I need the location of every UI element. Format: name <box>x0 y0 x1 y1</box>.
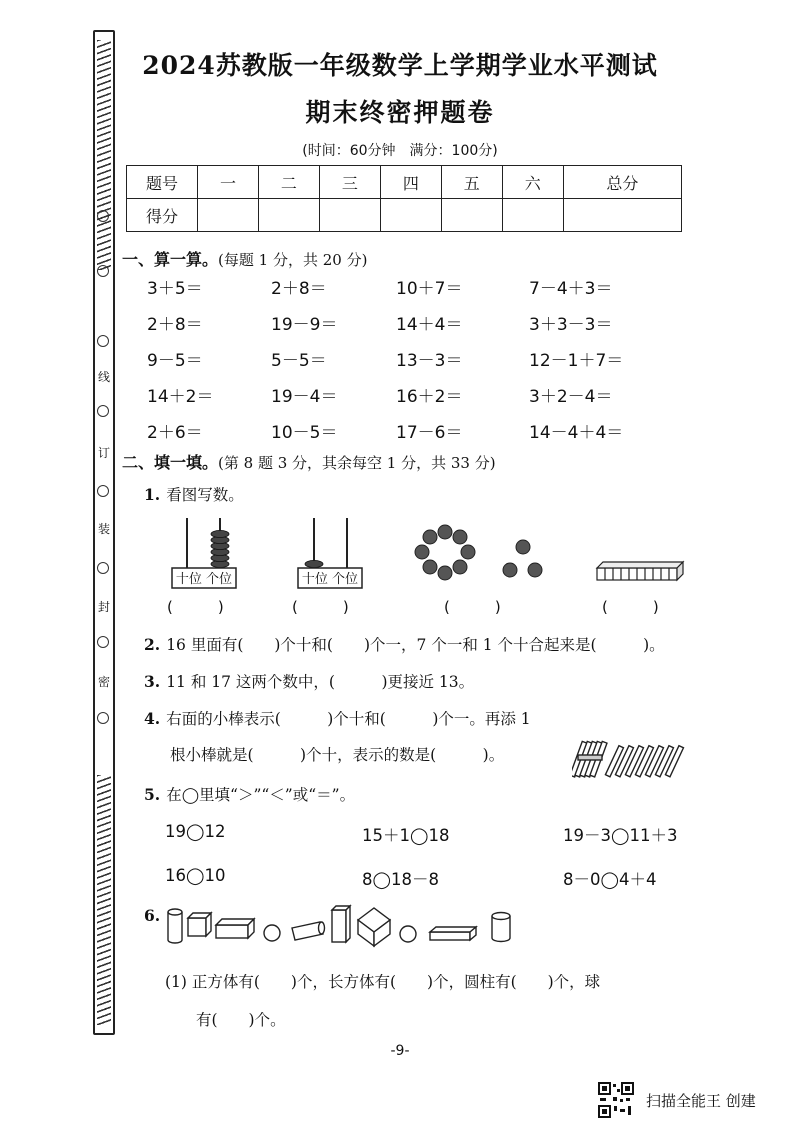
q1-number: 1. <box>144 485 161 504</box>
equation-item[interactable]: 19－4＝ <box>271 387 338 407</box>
score-header-cell: 四 <box>380 166 441 199</box>
q6-sub1-line1: (1) 正方体有( )个，长方体有( )个，圆柱有( )个，球 <box>165 973 601 991</box>
equation-item[interactable]: 14－4＋4＝ <box>529 423 624 443</box>
q3 <box>144 670 474 692</box>
equation-item[interactable]: 12－1＋7＝ <box>529 351 624 371</box>
compare-item[interactable]: 8◯18－8 <box>362 870 439 889</box>
time-info: (时间：60分钟 满分：100分) <box>302 143 498 159</box>
q5 <box>144 783 355 805</box>
score-header-cell: 一 <box>198 166 259 199</box>
equation-item[interactable]: 13－3＝ <box>396 351 463 371</box>
section1-note: (每题 1 分，共 20 分) <box>218 251 368 269</box>
q4 <box>144 707 531 729</box>
sphere <box>264 925 280 941</box>
equation-item[interactable]: 2＋8＝ <box>271 279 327 299</box>
score-table-header-row <box>127 166 682 199</box>
single-sticks <box>605 746 683 777</box>
equation-item[interactable]: 7－4＋3＝ <box>529 279 613 299</box>
equation-item[interactable]: 9－5＝ <box>147 351 203 371</box>
q1 <box>144 483 244 505</box>
exam-title: 2024苏教版一年级数学上学期学业水平测试 <box>142 51 658 80</box>
cube <box>188 913 211 936</box>
binding-ring <box>97 712 109 724</box>
page-number: -9- <box>390 1043 410 1059</box>
binding-ring <box>97 335 109 347</box>
equation-item[interactable]: 16＋2＝ <box>396 387 463 407</box>
sphere <box>400 926 416 942</box>
score-header-cell: 六 <box>502 166 563 199</box>
q4-number: 4. <box>144 709 161 728</box>
compare-item[interactable]: 8－0◯4＋4 <box>563 870 657 889</box>
abacus-1-label: 十位 个位 <box>175 572 233 587</box>
q6-sub1-line2: 有( )个。 <box>196 1011 286 1029</box>
binding-char: 线 <box>97 370 110 384</box>
binding-ring <box>97 636 109 648</box>
compare-item[interactable]: 16◯10 <box>165 866 226 885</box>
q4-line2: 根小棒就是( )个十，表示的数是( )。 <box>170 746 505 764</box>
score-cell[interactable] <box>563 199 681 232</box>
score-cell[interactable] <box>441 199 502 232</box>
equation-item[interactable]: 14＋4＝ <box>396 315 463 335</box>
score-cell[interactable] <box>502 199 563 232</box>
section2-note: (第 8 题 3 分，其余每空 1 分，共 33 分) <box>218 454 496 472</box>
score-table-score-row <box>127 199 682 232</box>
q1-pictures <box>160 510 700 600</box>
q1-text: 看图写数。 <box>166 486 244 504</box>
score-cell[interactable] <box>258 199 319 232</box>
q6-number: 6. <box>144 906 161 925</box>
compare-item[interactable]: 15＋1◯18 <box>362 826 450 845</box>
q1-answer-2[interactable]: ( ) <box>292 598 349 616</box>
binding-char: 订 <box>97 446 110 460</box>
equation-item[interactable]: 5－5＝ <box>271 351 327 371</box>
compare-item[interactable]: 19－3◯11＋3 <box>563 826 678 845</box>
cylinder-tall <box>168 909 182 943</box>
binding-ring <box>97 562 109 574</box>
q5-text: 在◯里填“＞”“＜”或“＝”。 <box>166 786 356 804</box>
equation-item[interactable]: 3＋3－3＝ <box>529 315 613 335</box>
q2-text: 16 里面有( )个十和( )个一，7 个一和 1 个十合起来是( )。 <box>166 636 665 654</box>
q3-number: 3. <box>144 672 161 691</box>
binding-hatch-bottom <box>97 775 111 1025</box>
binding-ring <box>97 485 109 497</box>
equation-item[interactable]: 2＋6＝ <box>147 423 203 443</box>
dot-group <box>503 540 542 577</box>
cube-tilted <box>358 908 390 946</box>
abacus-2-label: 十位 个位 <box>301 572 359 587</box>
score-row-label: 得分 <box>127 199 198 232</box>
score-header-cell: 总分 <box>563 166 681 199</box>
binding-ring <box>97 405 109 417</box>
dot-ring <box>415 525 475 580</box>
cuboid-flat <box>216 919 254 938</box>
binding-ring <box>97 210 109 222</box>
stick-bundle <box>572 741 607 777</box>
score-header-cell: 五 <box>441 166 502 199</box>
solids-picture <box>160 900 520 956</box>
score-table <box>126 165 682 232</box>
binding-ring <box>97 265 109 277</box>
score-header-cell: 题号 <box>127 166 198 199</box>
compare-item[interactable]: 19◯12 <box>165 822 226 841</box>
score-header-cell: 二 <box>258 166 319 199</box>
binding-char: 密 <box>97 675 110 689</box>
score-cell[interactable] <box>380 199 441 232</box>
scanner-watermark: 扫描全能王 创建 <box>646 1092 756 1110</box>
cuboid-long <box>430 927 476 940</box>
equation-item[interactable]: 10－5＝ <box>271 423 338 443</box>
section2-heading: 二、填一填。 <box>122 453 219 472</box>
sticks-picture <box>572 735 692 785</box>
cylinder-lying <box>292 922 325 940</box>
score-header-cell: 三 <box>319 166 380 199</box>
equation-item[interactable]: 14＋2＝ <box>147 387 214 407</box>
q2-number: 2. <box>144 635 161 654</box>
q1-answer-4[interactable]: ( ) <box>602 598 659 616</box>
section2-heading-line <box>122 450 496 473</box>
section1-heading: 一、算一算。 <box>122 250 219 269</box>
qr-code-icon <box>598 1082 638 1118</box>
equation-item[interactable]: 2＋8＝ <box>147 315 203 335</box>
binding-char: 装 <box>97 522 110 536</box>
exam-subtitle: 期末终密押题卷 <box>305 98 495 127</box>
cylinder-short <box>492 913 510 942</box>
equation-item[interactable]: 3＋5＝ <box>147 279 203 299</box>
binding-char: 封 <box>97 600 110 614</box>
score-cell[interactable] <box>198 199 259 232</box>
cuboid-tall <box>332 906 350 942</box>
q1-answer-3[interactable]: ( ) <box>444 598 501 616</box>
equation-item[interactable]: 19－9＝ <box>271 315 338 335</box>
equation-item[interactable]: 3＋2－4＝ <box>529 387 613 407</box>
ten-cube-bar <box>597 562 683 580</box>
q5-number: 5. <box>144 785 161 804</box>
q2 <box>144 633 665 655</box>
q1-answer-1[interactable]: ( ) <box>167 598 224 616</box>
equation-item[interactable]: 17－6＝ <box>396 423 463 443</box>
equation-item[interactable]: 10＋7＝ <box>396 279 463 299</box>
q4-line1: 右面的小棒表示( )个十和( )个一。再添 1 <box>166 710 531 728</box>
score-cell[interactable] <box>319 199 380 232</box>
q3-text: 11 和 17 这两个数中，( )更接近 13。 <box>166 673 475 691</box>
section1-heading-line <box>122 247 367 270</box>
